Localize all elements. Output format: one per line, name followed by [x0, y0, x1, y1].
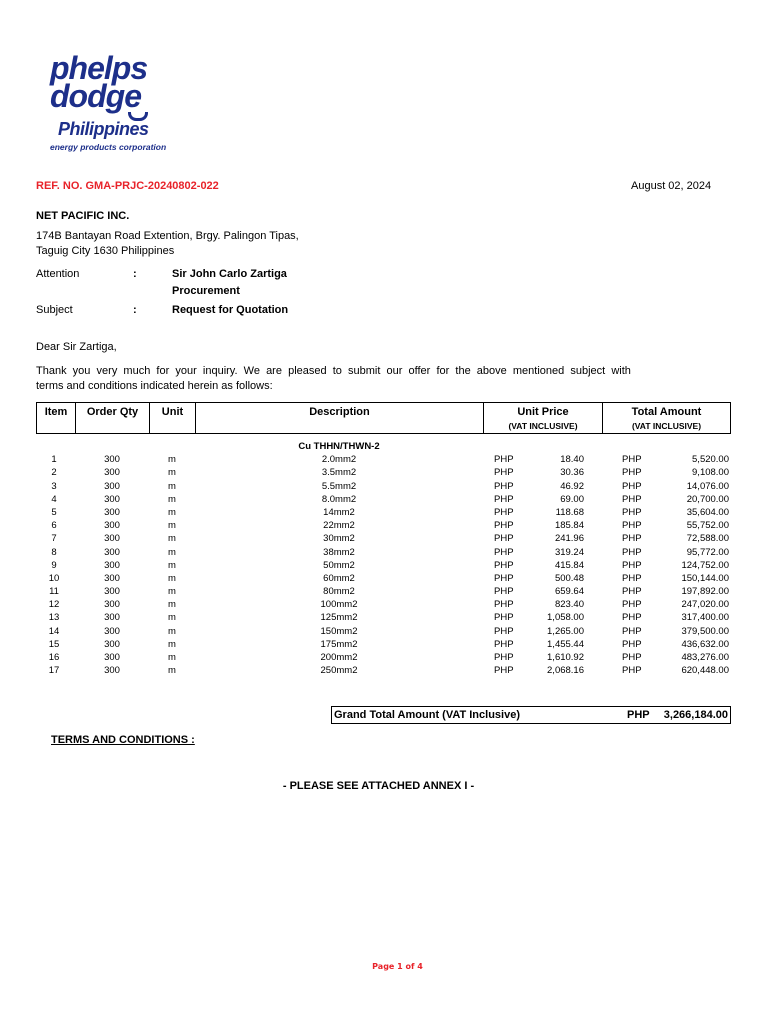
total-amount-cell: 95,772.00 — [686, 546, 729, 558]
description-cell: 14mm2 — [323, 506, 355, 518]
unit-price-cell: 185.84 — [554, 520, 584, 532]
price-currency-cell: PHP — [494, 454, 514, 466]
header-order-qty: Order Qty — [86, 406, 139, 418]
unit-cell: m — [168, 586, 176, 598]
total-amount-cell: 124,752.00 — [681, 559, 729, 571]
total-currency-cell: PHP — [622, 480, 642, 492]
unit-cell: m — [168, 520, 176, 532]
order-qty-cell: 300 — [104, 546, 120, 558]
description-cell: 3.5mm2 — [321, 467, 357, 479]
unit-cell: m — [168, 625, 176, 637]
total-amount-cell: 436,632.00 — [681, 638, 729, 650]
order-qty-cell: 300 — [104, 480, 120, 492]
total-amount-cell: 379,500.00 — [681, 625, 729, 637]
table-row — [36, 519, 731, 532]
item-cell: 7 — [51, 533, 57, 545]
intro-line-2: terms and conditions indicated herein as follows: — [36, 380, 273, 392]
item-cell: 2 — [51, 467, 57, 479]
item-cell: 9 — [51, 559, 57, 571]
unit-cell: m — [168, 638, 176, 650]
table-row — [36, 506, 731, 519]
price-currency-cell: PHP — [494, 652, 514, 663]
price-currency-cell: PHP — [494, 665, 514, 677]
description-cell: 200mm2 — [320, 652, 358, 663]
total-currency-cell: PHP — [622, 533, 642, 545]
terms-heading: TERMS AND CONDITIONS : — [51, 734, 195, 746]
unit-cell: m — [168, 665, 176, 677]
total-amount-cell: 5,520.00 — [692, 454, 729, 466]
total-currency-cell: PHP — [622, 586, 642, 598]
unit-cell: m — [168, 480, 176, 492]
item-cell: 8 — [51, 546, 57, 558]
table-row — [36, 559, 731, 572]
unit-cell: m — [168, 467, 176, 479]
total-amount-cell: 20,700.00 — [686, 493, 729, 505]
order-qty-cell: 300 — [104, 533, 120, 545]
unit-cell: m — [168, 599, 176, 611]
description-cell: 150mm2 — [320, 625, 358, 637]
header-unit: Unit — [161, 406, 184, 418]
grand-total-value: 3,266,184.00 — [663, 709, 728, 721]
page-footer: Page 1 of 4 — [372, 962, 423, 971]
order-qty-cell: 300 — [104, 586, 120, 598]
attention-name: Sir John Carlo Zartiga — [172, 268, 287, 280]
total-currency-cell: PHP — [622, 599, 642, 611]
order-qty-cell: 300 — [104, 506, 120, 518]
description-cell: 50mm2 — [323, 559, 355, 571]
order-qty-cell: 300 — [104, 493, 120, 505]
description-cell: 125mm2 — [320, 612, 358, 624]
total-amount-cell: 14,076.00 — [686, 480, 729, 492]
total-currency-cell: PHP — [622, 467, 642, 479]
total-currency-cell: PHP — [622, 572, 642, 584]
table-row — [36, 532, 731, 545]
unit-price-cell: 659.64 — [554, 586, 584, 598]
price-currency-cell: PHP — [494, 546, 514, 558]
table-row — [36, 611, 731, 624]
description-cell: 250mm2 — [320, 665, 358, 677]
item-cell: 6 — [51, 520, 57, 532]
unit-price-cell: 30.36 — [560, 467, 584, 479]
price-currency-cell: PHP — [494, 572, 514, 584]
price-currency-cell: PHP — [494, 520, 514, 532]
item-cell: 14 — [48, 625, 60, 637]
description-cell: 60mm2 — [323, 572, 355, 584]
subject-colon: : — [133, 304, 137, 316]
total-currency-cell: PHP — [622, 612, 642, 624]
total-currency-cell: PHP — [622, 625, 642, 637]
table-row — [36, 493, 731, 506]
logo-line-4: energy products corporation — [50, 142, 167, 152]
description-cell: 175mm2 — [320, 638, 358, 650]
item-cell: 16 — [48, 652, 60, 663]
price-currency-cell: PHP — [494, 493, 514, 505]
price-currency-cell: PHP — [494, 612, 514, 624]
table-row — [36, 572, 731, 585]
header-unit-price-sub: (VAT INCLUSIVE) — [508, 421, 578, 431]
unit-price-cell: 46.92 — [560, 480, 584, 492]
description-cell: 38mm2 — [323, 546, 355, 558]
order-qty-cell: 300 — [104, 652, 120, 663]
subject-label: Subject — [36, 304, 73, 316]
total-currency-cell: PHP — [622, 638, 642, 650]
price-currency-cell: PHP — [494, 599, 514, 611]
table-row — [36, 651, 731, 664]
price-currency-cell: PHP — [494, 586, 514, 598]
table-row — [36, 638, 731, 651]
table-row — [36, 664, 731, 677]
price-currency-cell: PHP — [494, 638, 514, 650]
unit-price-cell: 823.40 — [554, 599, 584, 611]
order-qty-cell: 300 — [104, 599, 120, 611]
price-currency-cell: PHP — [494, 559, 514, 571]
description-cell: 5.5mm2 — [321, 480, 357, 492]
item-cell: 17 — [48, 665, 60, 677]
unit-price-cell: 1,058.00 — [547, 612, 584, 624]
attention-colon: : — [133, 268, 137, 280]
total-currency-cell: PHP — [622, 665, 642, 677]
order-qty-cell: 300 — [104, 665, 120, 677]
table-row — [36, 453, 731, 466]
item-cell: 12 — [48, 599, 60, 611]
price-currency-cell: PHP — [494, 506, 514, 518]
company-logo — [36, 48, 180, 160]
letter-date: August 02, 2024 — [631, 180, 712, 192]
order-qty-cell: 300 — [104, 520, 120, 532]
grand-total-box — [331, 706, 731, 724]
price-currency-cell: PHP — [494, 533, 514, 545]
unit-cell: m — [168, 454, 176, 466]
description-cell: 100mm2 — [320, 599, 358, 611]
grand-total-currency: PHP — [627, 709, 650, 721]
unit-price-cell: 415.84 — [554, 559, 584, 571]
reference-number: REF. NO. GMA-PRJC-20240802-022 — [36, 180, 219, 192]
grand-total-label: Grand Total Amount (VAT Inclusive) — [334, 709, 520, 721]
header-total-amount: Total Amount — [631, 406, 702, 418]
total-currency-cell: PHP — [622, 520, 642, 532]
recipient-address-line-2: Taguig City 1630 Philippines — [36, 245, 175, 257]
total-amount-cell: 197,892.00 — [681, 586, 729, 598]
unit-cell: m — [168, 533, 176, 545]
attention-department: Procurement — [172, 285, 240, 297]
description-cell: 80mm2 — [323, 586, 355, 598]
price-currency-cell: PHP — [494, 467, 514, 479]
item-cell: 3 — [51, 480, 57, 492]
order-qty-cell: 300 — [104, 572, 120, 584]
item-cell: 10 — [48, 572, 60, 584]
order-qty-cell: 300 — [104, 612, 120, 624]
unit-cell: m — [168, 506, 176, 518]
unit-price-cell: 18.40 — [560, 454, 584, 466]
unit-cell: m — [168, 546, 176, 558]
item-cell: 5 — [51, 506, 57, 518]
recipient-company: NET PACIFIC INC. — [36, 210, 130, 222]
recipient-address-line-1: 174B Bantayan Road Extention, Brgy. Palingon Tipas, — [36, 230, 299, 242]
unit-cell: m — [168, 652, 176, 663]
total-amount-cell: 9,108.00 — [692, 467, 729, 479]
unit-price-cell: 2,068.16 — [547, 665, 584, 677]
description-cell: 30mm2 — [323, 533, 355, 545]
order-qty-cell: 300 — [104, 625, 120, 637]
total-amount-cell: 55,752.00 — [686, 520, 729, 532]
description-cell: 22mm2 — [323, 520, 355, 532]
order-qty-cell: 300 — [104, 467, 120, 479]
total-currency-cell: PHP — [622, 559, 642, 571]
header-item: Item — [44, 406, 68, 418]
price-currency-cell: PHP — [494, 625, 514, 637]
header-total-amount-sub: (VAT INCLUSIVE) — [631, 421, 702, 431]
total-amount-cell: 72,588.00 — [686, 533, 729, 545]
table-row — [36, 546, 731, 559]
unit-price-cell: 1,610.92 — [547, 652, 584, 663]
header-unit-price: Unit Price — [517, 406, 569, 418]
section-title: Cu THHN/THWN-2 — [298, 441, 380, 452]
logo-line-2: dodge — [50, 78, 141, 114]
unit-price-cell: 1,265.00 — [547, 625, 584, 637]
total-amount-cell: 150,144.00 — [681, 572, 729, 584]
table-row — [36, 466, 731, 479]
price-currency-cell: PHP — [494, 480, 514, 492]
salutation: Dear Sir Zartiga, — [36, 341, 117, 353]
intro-line-1: Thank you very much for your inquiry. We are pleased to submit our offer for the above mentioned subject with — [36, 365, 631, 377]
total-currency-cell: PHP — [622, 454, 642, 466]
unit-price-cell: 69.00 — [560, 493, 584, 505]
item-cell: 4 — [51, 493, 57, 505]
unit-price-cell: 500.48 — [554, 572, 584, 584]
order-qty-cell: 300 — [104, 559, 120, 571]
unit-cell: m — [168, 493, 176, 505]
logo-line-3: Philippines — [58, 119, 149, 139]
order-qty-cell: 300 — [104, 454, 120, 466]
description-cell: 8.0mm2 — [321, 493, 357, 505]
table-row — [36, 625, 731, 638]
total-amount-cell: 317,400.00 — [681, 612, 729, 624]
table-row — [36, 585, 731, 598]
table-row — [36, 480, 731, 493]
unit-cell: m — [168, 612, 176, 624]
unit-cell: m — [168, 572, 176, 584]
total-amount-cell: 483,276.00 — [681, 652, 729, 663]
annex-note: - PLEASE SEE ATTACHED ANNEX I - — [282, 780, 475, 792]
total-currency-cell: PHP — [622, 652, 642, 663]
total-currency-cell: PHP — [622, 546, 642, 558]
table-row — [36, 598, 731, 611]
unit-price-cell: 1,455.44 — [547, 638, 584, 650]
quotation-table-header — [36, 402, 731, 434]
attention-label: Attention — [36, 268, 80, 280]
unit-price-cell: 319.24 — [554, 546, 584, 558]
subject-value: Request for Quotation — [172, 304, 289, 316]
unit-price-cell: 241.96 — [554, 533, 584, 545]
logo-line-1: phelps — [50, 50, 148, 86]
item-cell: 11 — [49, 586, 59, 598]
total-amount-cell: 247,020.00 — [681, 599, 729, 611]
header-description: Description — [309, 406, 370, 418]
unit-price-cell: 118.68 — [555, 506, 584, 518]
total-amount-cell: 620,448.00 — [681, 665, 729, 677]
unit-cell: m — [168, 559, 176, 571]
description-cell: 2.0mm2 — [321, 454, 357, 466]
item-cell: 13 — [48, 612, 60, 624]
total-currency-cell: PHP — [622, 493, 642, 505]
quotation-table-body — [36, 440, 731, 677]
item-cell: 1 — [51, 454, 57, 466]
section-row — [36, 440, 731, 453]
item-cell: 15 — [48, 638, 60, 650]
total-amount-cell: 35,604.00 — [686, 506, 729, 518]
total-currency-cell: PHP — [622, 506, 642, 518]
order-qty-cell: 300 — [104, 638, 120, 650]
